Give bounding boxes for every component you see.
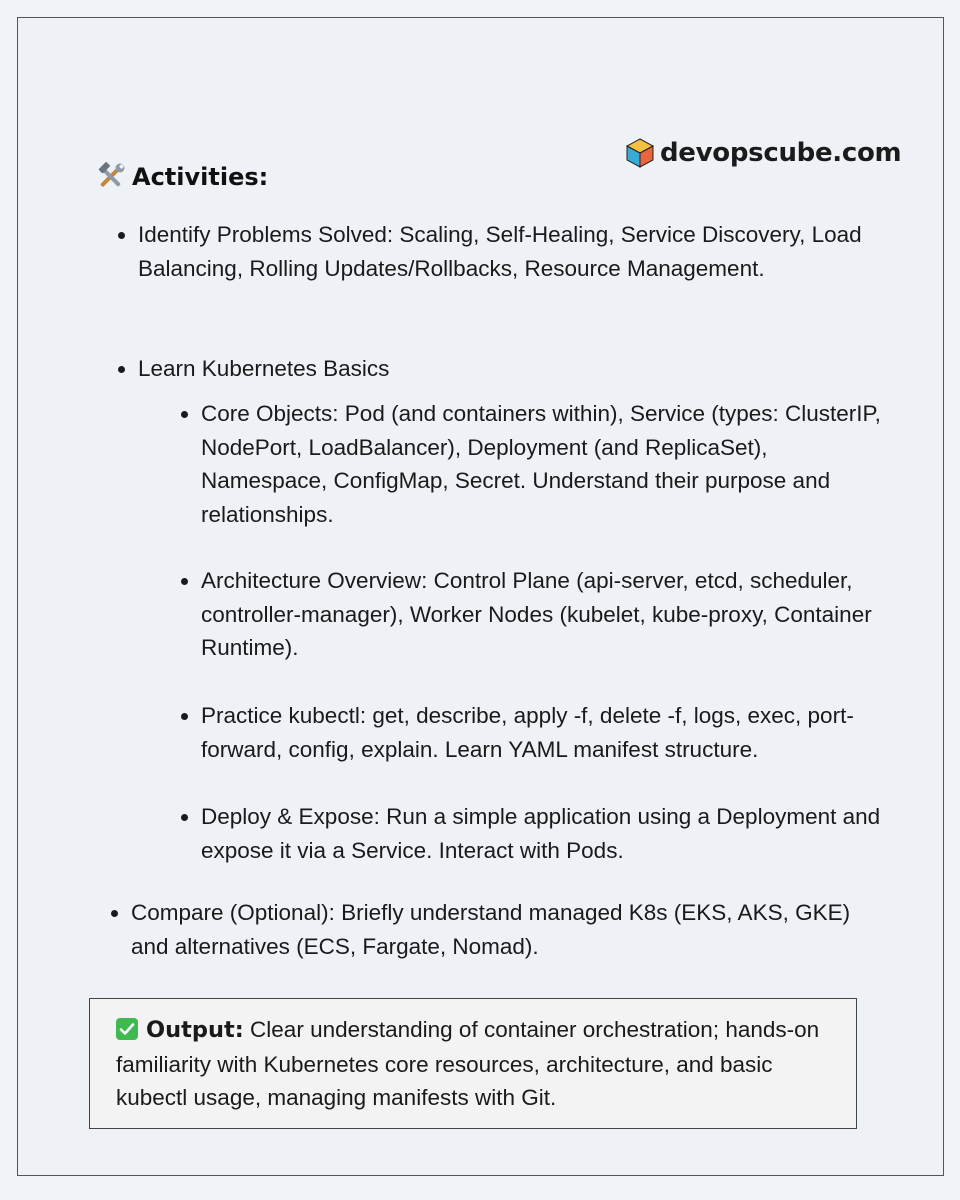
bullet xyxy=(118,232,125,239)
list-item-text: Identify Problems Solved: Scaling, Self-Healing, Service Discovery, Load Balancing, Rolling Updates/Rollbacks, Resource Management. xyxy=(138,222,862,281)
sub-list-item xyxy=(201,397,881,531)
bullet xyxy=(181,411,188,418)
hammer-wrench-icon xyxy=(96,162,126,192)
output-text: Clear understanding of container orchestration; hands-on familiarity with Kubernetes core resources, architecture, and basic kubectl usage, managing manifests with Git. xyxy=(116,1017,820,1110)
cube-icon xyxy=(626,138,654,168)
bullet xyxy=(181,814,188,821)
bullet xyxy=(118,366,125,373)
sub-list-item xyxy=(201,800,881,867)
bullet xyxy=(181,713,188,720)
list-item xyxy=(131,896,871,963)
activities-title: Activities: xyxy=(132,163,269,191)
brand-name: devopscube.com xyxy=(660,138,902,168)
check-mark-icon xyxy=(116,1018,138,1040)
sub-list-item xyxy=(201,564,881,665)
bullet xyxy=(181,578,188,585)
sub-list-item xyxy=(201,699,881,766)
list-item-text: Compare (Optional): Briefly understand managed K8s (EKS, AKS, GKE) and alternatives (ECS, Fargate, Nomad). xyxy=(131,900,851,959)
output-label: Output: xyxy=(146,1017,244,1043)
list-item xyxy=(138,218,878,285)
output-box xyxy=(89,998,857,1129)
sub-list-item-text: Deploy & Expose: Run a simple application using a Deployment and expose it via a Service. Interact with Pods. xyxy=(201,804,881,863)
bullet xyxy=(111,910,118,917)
brand-logo xyxy=(626,138,901,168)
activities-heading xyxy=(96,162,268,192)
sub-list-item-text: Core Objects: Pod (and containers within), Service (types: ClusterIP, NodePort, LoadBalancer), Deployment (and ReplicaSet), Namespace, ConfigMap, Secret. Understand their purpose and relationships. xyxy=(201,401,881,527)
sub-list-item-text: Practice kubectl: get, describe, apply -f, delete -f, logs, exec, port-forward, config, explain. Learn YAML manifest structure. xyxy=(201,703,854,762)
list-item xyxy=(138,352,878,386)
list-item-text: Learn Kubernetes Basics xyxy=(138,356,390,381)
sub-list-item-text: Architecture Overview: Control Plane (api-server, etcd, scheduler, controller-manager), Worker Nodes (kubelet, kube-proxy, Container Runtime). xyxy=(201,568,872,660)
